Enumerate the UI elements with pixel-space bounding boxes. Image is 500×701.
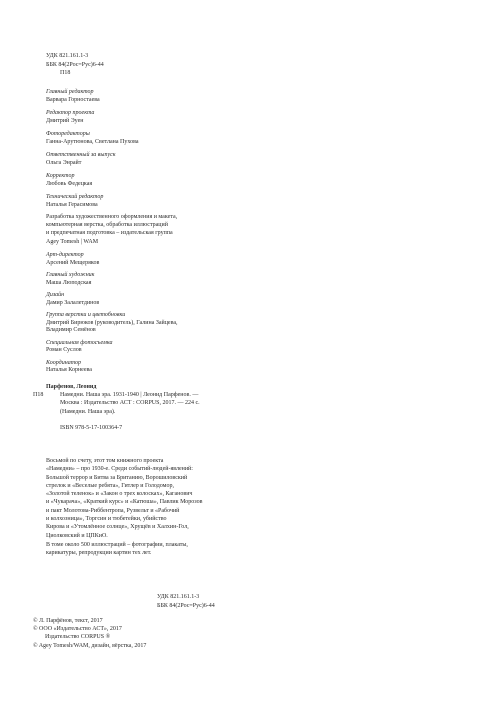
credit-role: Корректор [46, 173, 75, 179]
credit-names: Варвара Горностаева [46, 96, 100, 103]
credit-entry [46, 252, 266, 267]
annotation-paragraph [46, 541, 246, 558]
record-line: Москва : Издательство АСТ : CORPUS, 2017. — 224 с. [60, 400, 200, 407]
copyright-line: Издательство CORPUS ® [45, 634, 111, 641]
annotation-line: стрелок и «Веселые ребята», Гитлер и Голодомор, [46, 482, 174, 489]
credit-role: Главный редактор [46, 89, 94, 95]
annotation-line: и «Чукарача», «Краткий курс» и «Катюша», Павлик Морозов [46, 499, 203, 506]
credit-role: Фоторедакторы [46, 131, 90, 137]
credit-entry [46, 89, 246, 104]
credit-entry [46, 152, 246, 167]
credit-entry [46, 110, 246, 125]
cutter-code: П18 [60, 70, 71, 76]
copyright-line: © Л. Парфёнов, текст, 2017 [33, 618, 103, 624]
credit-role: Технический редактор [46, 194, 104, 200]
credit-entry [46, 272, 266, 287]
annotation-line: Восьмой по счету, этот том книжного проекта [46, 458, 164, 464]
annotation [46, 457, 246, 558]
bibliographic-record [33, 383, 306, 432]
credit-names: Дмитрий Эуен [46, 117, 84, 124]
credit-role: Специальная фотосъемка [46, 339, 113, 346]
credit-role: Координатор [46, 359, 82, 366]
credit-entry [46, 312, 266, 335]
credit-role: Арт-директор [46, 252, 84, 258]
credit-names: Роман Суслов [46, 347, 82, 353]
classification-codes-repeat [157, 593, 215, 610]
credit-names: Арсений Мещеряков [46, 259, 100, 266]
credit-entry [46, 292, 266, 307]
udk-code: УДК 821.161.1-3 [157, 594, 200, 600]
annotation-line: Циолковский и ЦПКиО. [46, 532, 108, 539]
credit-entry [46, 360, 266, 375]
design-line: Agey Tomesh | WAM [46, 238, 99, 245]
copyright-line: © ООО «Издательство АСТ», 2017 [33, 626, 122, 633]
design-line: и предпечатная подготовка – издательская группа [46, 230, 173, 237]
record-cutter: П18 [33, 392, 44, 398]
credit-names: Дамир Залалетдинов [46, 299, 100, 306]
design-credit [46, 213, 226, 246]
credit-names: Ганна-Арутюнова, Светлана Пухова [46, 138, 139, 145]
credit-names: Дмитрий Бирюков (руководитель), Галина Зайцева, [46, 319, 178, 326]
credit-role: Дизайн [46, 292, 65, 298]
annotation-line: и колхозница», Торгсин и тюбетейки, убийство [46, 516, 167, 523]
record-line: (Намедни. Наша эра). [60, 408, 116, 415]
design-line: Разработка художественного оформления и макета, [46, 214, 178, 220]
bbk-code: ББК 84(2Рос=Рус)6-44 [46, 61, 104, 68]
credit-names: Наталья Корнеева [46, 367, 92, 373]
annotation-paragraph [46, 457, 246, 540]
annotation-line: «Золотой теленок» и «Закон о трех колосках», Каганович [46, 491, 193, 498]
copyright-line: © Agey Tomesh/WAM, дизайн, вёрстка, 2017 [33, 642, 147, 649]
annotation-line: Кирова и «Утомлённое солнце», Хрущёв и Халхин-Гол, [46, 524, 189, 531]
credit-names: Маша Люподская [46, 279, 92, 286]
credit-role: Ответственный за выпуск [46, 152, 116, 158]
credit-names: Владимир Семёнов [46, 327, 96, 333]
record-line: Намедни. Наша эра. 1931-1940 | Леонид Парфенов. — [60, 392, 199, 399]
editorial-credits [46, 89, 246, 215]
credit-entry [46, 340, 266, 355]
annotation-line: карикатуры, репродукции картин тех лет. [46, 550, 152, 557]
credit-names: Ольга Энрайт [46, 159, 82, 166]
annotation-line: «Намедни» – про 1930-е. Среди событий-людей-явлений: [46, 466, 193, 473]
udk-code: УДК 821.161.1-3 [46, 53, 89, 59]
credit-entry [46, 194, 246, 209]
credit-names: Наталья Герасимова [46, 201, 98, 208]
bbk-code: ББК 84(2Рос=Рус)6-44 [157, 602, 215, 609]
credit-role: Главный художник [46, 272, 95, 278]
credit-entry [46, 131, 246, 146]
isbn: ISBN 978-5-17-100364-7 [60, 424, 123, 431]
annotation-line: В томе около 500 иллюстраций – фотографии, плакаты, [46, 541, 188, 548]
annotation-line: Большой террор и Битва за Британию, Ворошиловский [46, 474, 188, 481]
credit-role: Группа верстки и цветобновки [46, 312, 126, 318]
design-line: компьютерная верстка, обработка иллюстраций [46, 222, 168, 229]
credit-entry [46, 173, 246, 188]
design-credits [46, 252, 266, 380]
classification-codes [46, 52, 104, 78]
credit-names: Любовь Федецкая [46, 180, 93, 187]
credit-role: Редактор проекта [46, 110, 95, 116]
record-author: Парфенов, Леонид [46, 384, 97, 390]
annotation-line: и пакт Молотова-Риббентропа, Рузвельт и «Рабочий [46, 507, 180, 514]
copyright-notice [33, 617, 146, 650]
